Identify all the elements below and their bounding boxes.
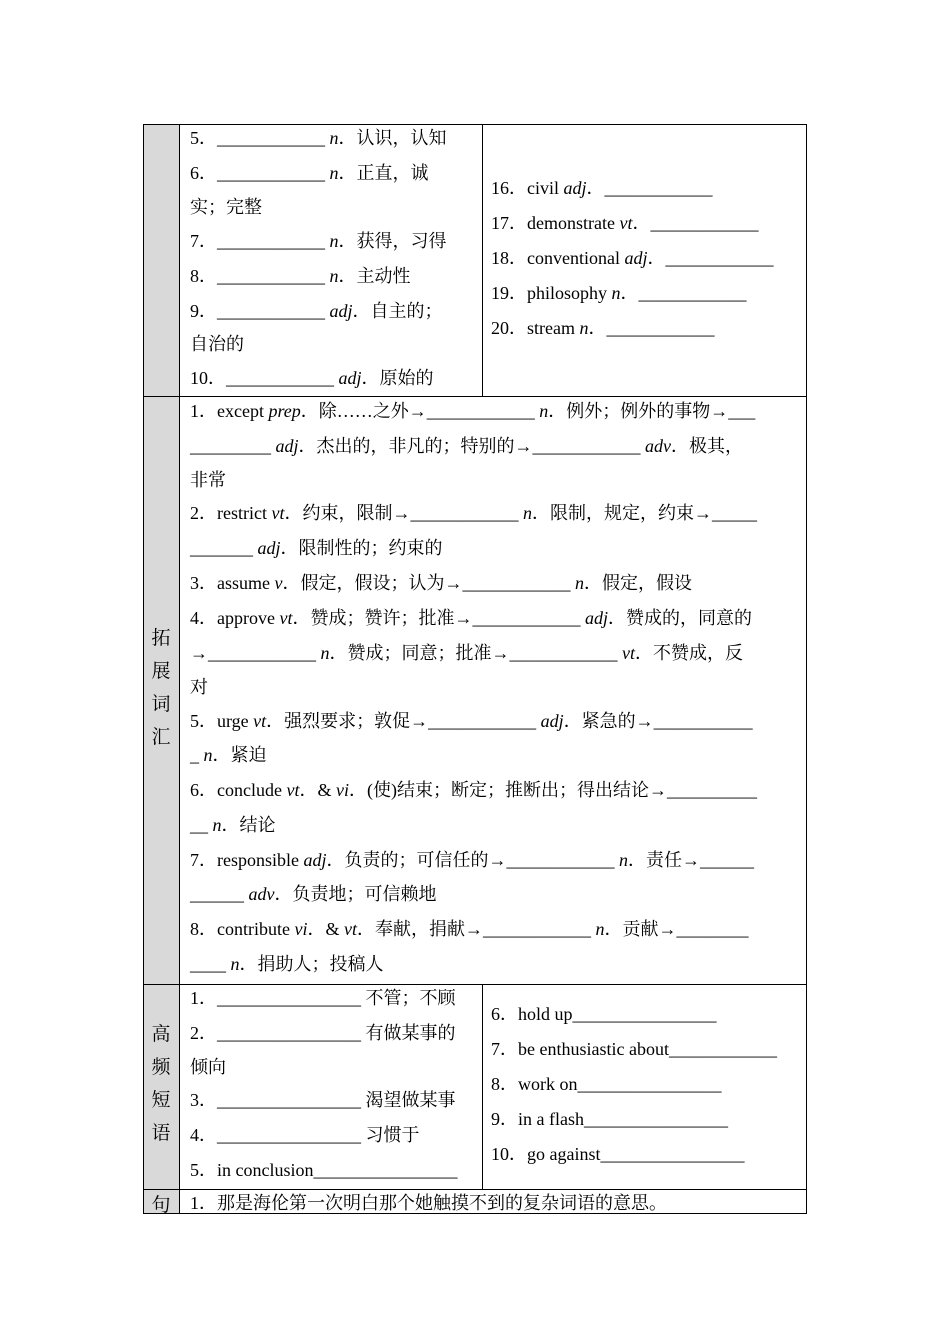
phrase-item: 4．________________ 习惯于	[190, 1125, 420, 1145]
category-char: 拓	[151, 628, 171, 649]
phrase-item: 1．________________ 不管；不顾	[190, 988, 456, 1008]
vocab-item: 7．responsible adj．负责的；可信任的→____________ n．责任→______	[190, 850, 754, 870]
vocab-item-continued: 非常	[190, 470, 226, 490]
word-item: 18．conventional adj．____________	[491, 248, 774, 268]
word-item-continued: 自治的	[190, 334, 244, 354]
row-divider	[143, 396, 807, 397]
word-item: 9．____________ adj．自主的；	[190, 301, 443, 321]
row-divider	[143, 984, 807, 985]
phrase-item: 3．________________ 渴望做某事	[190, 1090, 456, 1110]
category-label-sentences	[144, 1189, 178, 1222]
phrase-item: 7．be enthusiastic about____________	[491, 1039, 777, 1059]
vocab-item-continued: ______ adv．负责地；可信赖地	[190, 884, 437, 904]
category-char: 句	[151, 1195, 171, 1216]
word-item: 20．stream n．____________	[491, 318, 715, 338]
phrase-item: 6．hold up________________	[491, 1004, 717, 1024]
vocab-item-continued: ____ n．捐助人；投稿人	[190, 954, 384, 974]
vocab-item: 8．contribute vi．& vt．奉献，捐献→____________ n．贡献→________	[190, 919, 749, 939]
vocab-item-continued: _________ adj．杰出的，非凡的；特别的→____________ adv．极其，	[190, 436, 744, 456]
category-char: 语	[151, 1123, 171, 1144]
column-divider	[179, 124, 180, 1214]
phrase-item: 5．in conclusion________________	[190, 1160, 458, 1180]
vocab-item: 2．restrict vt．约束，限制→____________ n．限制，规定，约束→_____	[190, 503, 757, 523]
word-item: 16．civil adj．____________	[491, 178, 713, 198]
phrase-item: 8．work on________________	[491, 1074, 722, 1094]
sentence-item: 1．那是海伦第一次明白那个她触摸不到的复杂词语的意思。	[190, 1193, 667, 1213]
category-char: 高	[151, 1024, 171, 1045]
cell-divider	[482, 984, 483, 1189]
word-item: 7．____________ n．获得，习得	[190, 231, 447, 251]
word-item-continued: 实；完整	[190, 197, 262, 217]
category-char: 词	[151, 694, 171, 715]
vocab-item-continued: _______ adj．限制性的；约束的	[190, 538, 443, 558]
phrase-item: 2．________________ 有做某事的	[190, 1023, 456, 1043]
phrase-item-continued: 倾向	[190, 1057, 226, 1077]
row-divider	[143, 1189, 807, 1190]
vocab-item-continued: __ n．结论	[190, 815, 276, 835]
vocab-item-continued: 对	[190, 677, 208, 697]
word-item: 5．____________ n．认识，认知	[190, 128, 447, 148]
vocab-item-continued: →____________ n．赞成；同意；批准→____________ vt．不赞成，反	[190, 643, 743, 663]
category-char: 频	[151, 1057, 171, 1078]
word-item: 10．____________ adj．原始的	[190, 368, 434, 388]
word-item: 19．philosophy n．____________	[491, 283, 747, 303]
word-item: 6．____________ n．正直，诚	[190, 163, 429, 183]
category-char: 汇	[151, 727, 171, 748]
category-char: 展	[151, 661, 171, 682]
phrase-item: 10．go against________________	[491, 1144, 745, 1164]
word-item: 17．demonstrate vt．____________	[491, 213, 759, 233]
category-label-high-frequency-phrases	[144, 1018, 178, 1150]
vocab-item: 6．conclude vt．& vi．(使)结束；断定；推断出；得出结论→__________	[190, 780, 757, 800]
cell-divider	[482, 124, 483, 396]
vocab-item: 1．except prep．除……之外→____________ n．例外；例外的事物→___	[190, 401, 756, 421]
category-label-extended-vocabulary	[144, 622, 178, 754]
category-char: 短	[151, 1090, 171, 1111]
vocab-item: 3．assume v．假定，假设；认为→____________ n．假定，假设	[190, 573, 692, 593]
phrase-item: 9．in a flash________________	[491, 1109, 728, 1129]
vocab-item-continued: _ n．紧迫	[190, 745, 267, 765]
vocab-item: 5．urge vt．强烈要求；敦促→____________ adj．紧急的→___________	[190, 711, 753, 731]
vocab-item: 4．approve vt．赞成；赞许；批准→____________ adj．赞成的，同意的	[190, 608, 752, 628]
word-item: 8．____________ n．主动性	[190, 266, 411, 286]
